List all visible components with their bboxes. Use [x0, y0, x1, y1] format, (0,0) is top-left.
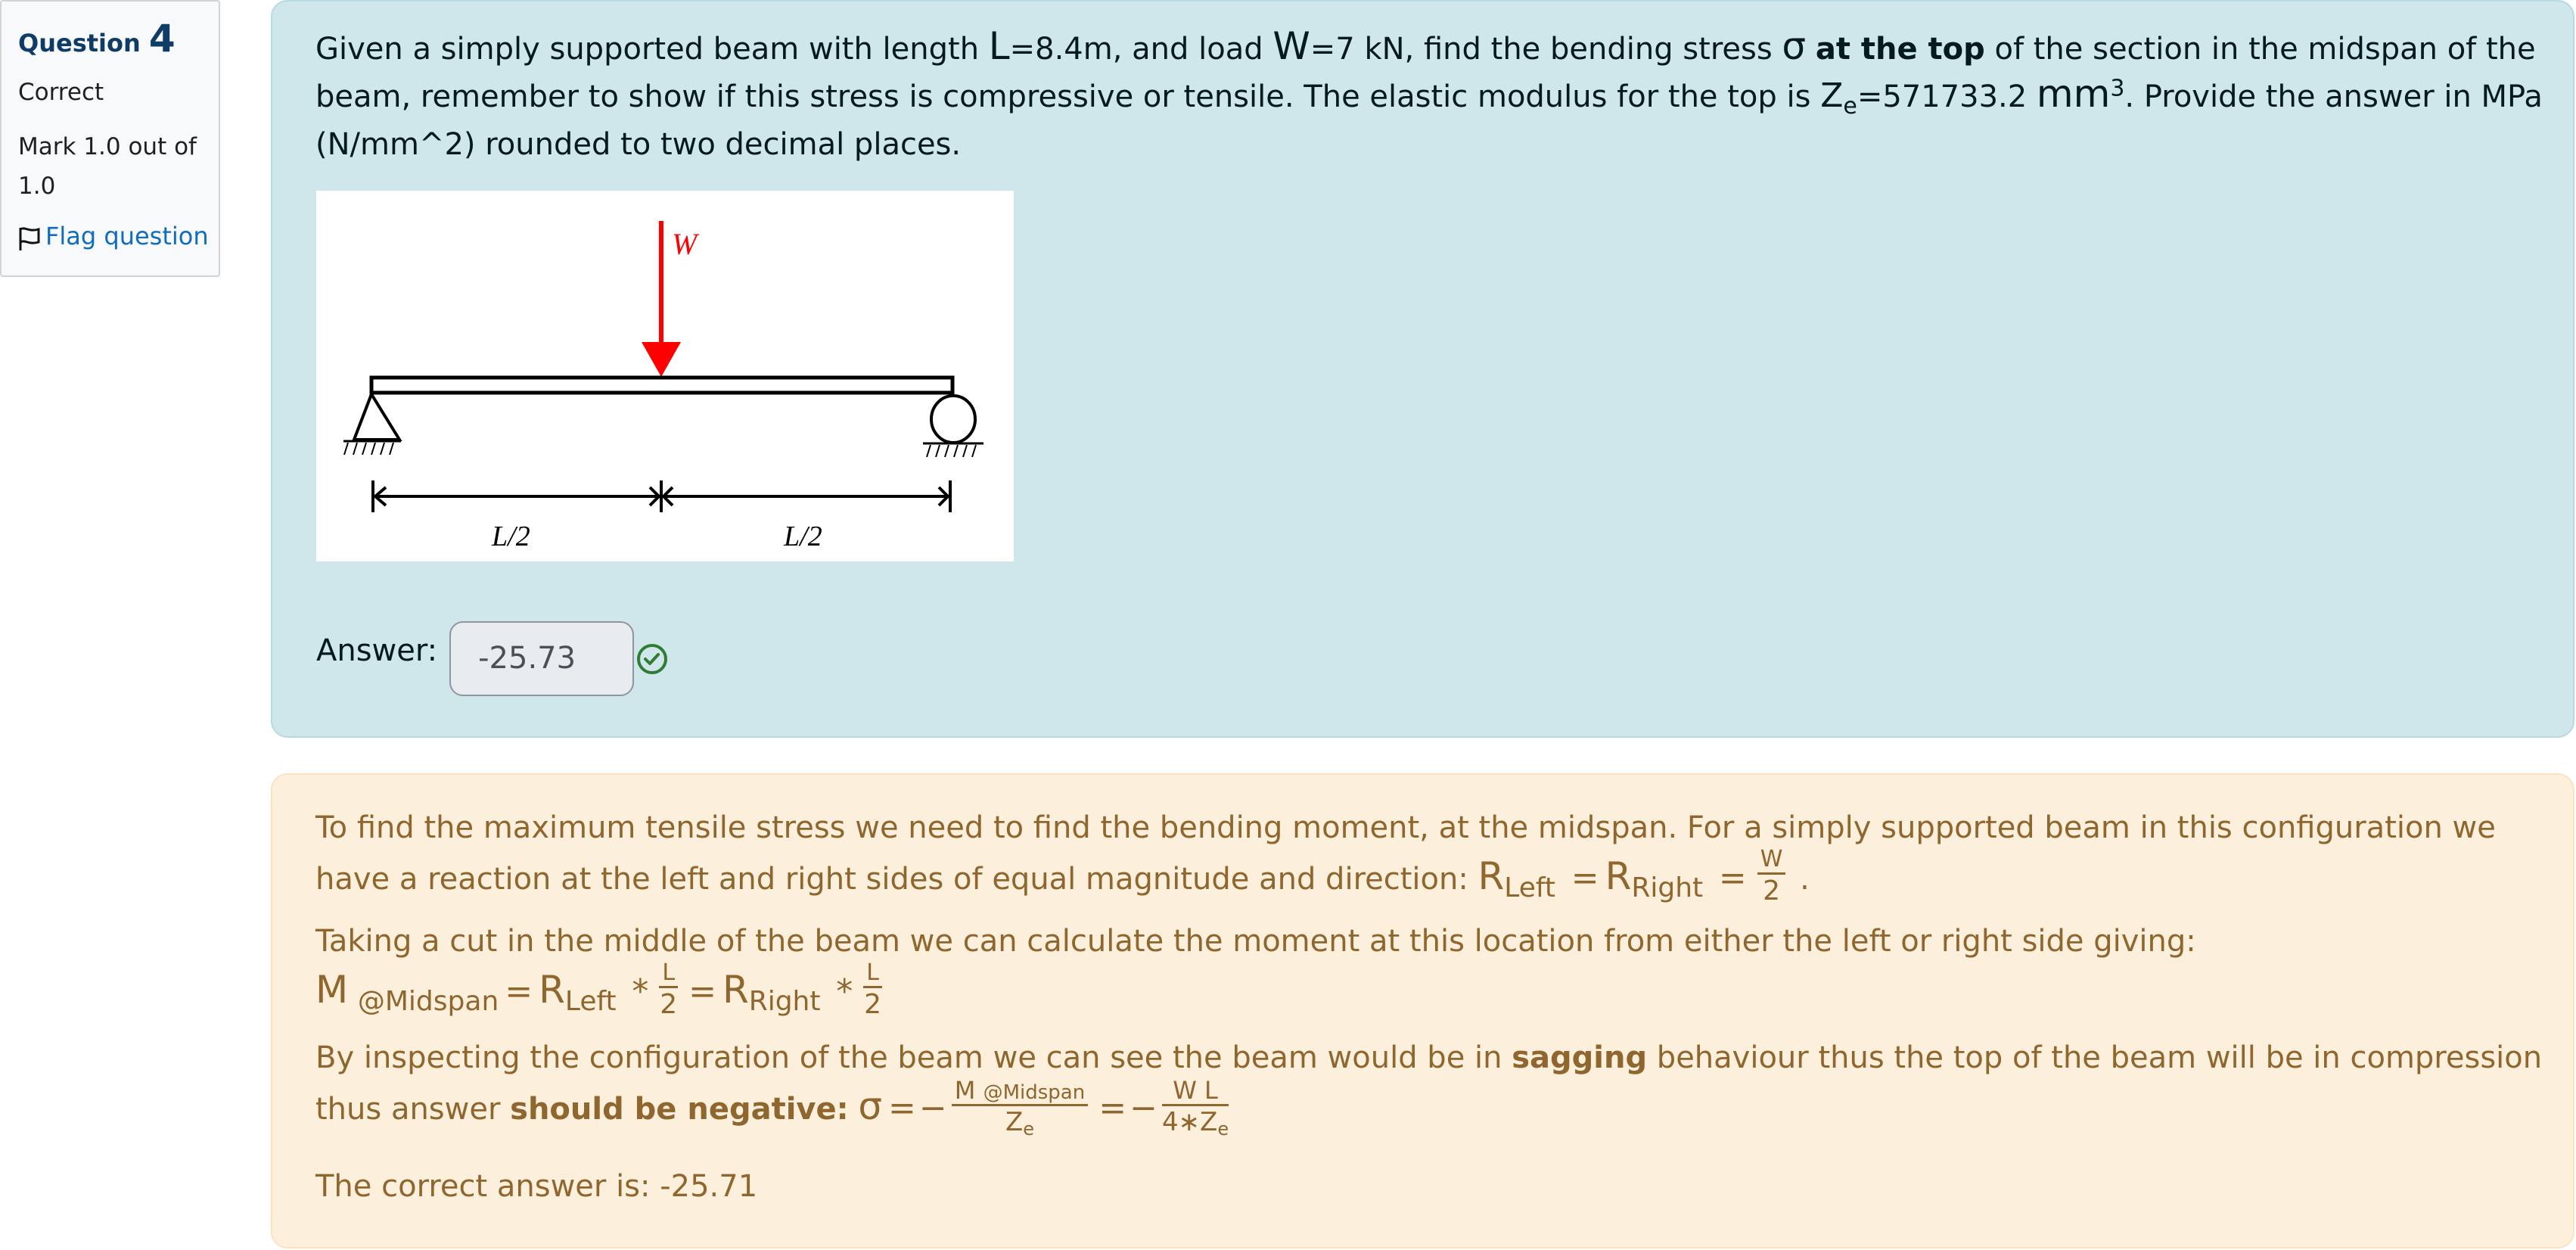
fraction-m-over-z — [952, 1075, 1088, 1140]
fraction-numerator: W — [1757, 848, 1786, 875]
math-equals: = — [688, 972, 716, 1011]
fraction-l-over-2 — [863, 959, 882, 1020]
math-minus: − — [918, 1089, 947, 1127]
fraction-wl-over-4z — [1161, 1075, 1229, 1140]
math-equals: = — [1718, 859, 1747, 897]
flag-question-link[interactable] — [18, 221, 219, 251]
math-sigma: σ — [858, 1084, 883, 1128]
math-z: Z — [1005, 1106, 1024, 1137]
question-info-panel — [0, 0, 220, 277]
var-z: Z — [1820, 76, 1844, 115]
load-arrow-head — [642, 342, 681, 377]
math-4z: 4∗Z — [1161, 1106, 1218, 1137]
math-M: M — [954, 1075, 976, 1105]
fraction-numerator: W L — [1162, 1078, 1229, 1106]
math-equals: = — [1098, 1089, 1127, 1127]
unit-mm: mm — [2036, 72, 2111, 116]
math-equals: = — [1571, 859, 1599, 897]
roller-ground-hatch — [927, 445, 976, 457]
var-z-sub: e — [1843, 93, 1857, 120]
emphasis-should-be-negative: should be negative: — [510, 1092, 849, 1127]
math-sub-left: Left — [1504, 872, 1556, 903]
math-times: * — [632, 972, 649, 1011]
math-sub-right: Right — [1631, 872, 1704, 903]
feedback-text: To find the maximum tensile stress we need to find the bending moment, at the midspan. For a simply supported beam in this configuration we have a reaction at the left and right sides of equal magnitude and direction: — [315, 810, 2496, 897]
var-length: L — [988, 24, 1010, 68]
question-number: 4 — [148, 17, 176, 61]
emphasis-at-the-top: at the top — [1815, 32, 1985, 67]
answer-label: Answer: — [316, 633, 438, 668]
question-label: Question — [18, 29, 141, 58]
question-text-part: =571733.2 — [1857, 79, 2037, 114]
math-sub-right: Right — [748, 986, 821, 1017]
feedback-paragraph-reactions — [315, 804, 2555, 910]
beam-diagram — [316, 191, 1014, 561]
unit-cubed: 3 — [2110, 75, 2125, 102]
fraction-denominator: 2 — [660, 988, 678, 1020]
var-sigma: σ — [1782, 24, 1807, 68]
question-number-heading — [18, 17, 219, 61]
math-R: R — [722, 968, 749, 1012]
question-grade: Mark 1.0 out of 1.0 — [18, 133, 197, 200]
answer-row — [316, 620, 669, 696]
math-z-sub: e — [1217, 1118, 1229, 1140]
emphasis-sagging: sagging — [1512, 1040, 1648, 1075]
answer-input[interactable]: -25.73 — [449, 621, 634, 696]
feedback-text: behaviour thus the top of the beam will be in compression thus answer — [315, 1040, 2543, 1127]
math-equals: = — [505, 972, 533, 1011]
question-state: Correct — [18, 79, 104, 106]
math-M: M — [315, 968, 349, 1012]
question-text-part: =7 kN, find the bending stress — [1310, 32, 1782, 67]
fraction-numerator: L — [659, 962, 678, 988]
general-feedback — [271, 773, 2574, 1248]
fraction-denominator: 2 — [1763, 875, 1781, 906]
math-sub-left: Left — [564, 986, 617, 1017]
feedback-paragraph-moment — [315, 917, 2555, 1023]
feedback-text: Taking a cut in the middle of the beam we can calculate the moment at this location from either the left or right side giving: — [315, 924, 2196, 959]
math-equals: = — [888, 1089, 916, 1127]
right-span-label: L/2 — [784, 521, 822, 552]
dimension-lines — [373, 480, 950, 512]
fraction-numerator — [952, 1075, 1088, 1106]
math-sub-midspan: @Midspan — [983, 1081, 1086, 1104]
fraction-denominator — [952, 1106, 1088, 1140]
question-text-part: Given a simply supported beam with length — [315, 32, 989, 67]
fraction-l-over-2 — [659, 959, 678, 1020]
fraction-denominator: 2 — [864, 988, 882, 1020]
pin-ground-hatch — [344, 443, 393, 455]
flag-outline-icon — [18, 225, 41, 251]
math-z-sub: e — [1023, 1118, 1035, 1140]
var-load: W — [1272, 24, 1310, 68]
question-text-part: . Provide the answer in MPa (N/mm^2) rounded to two decimal places. — [315, 79, 2543, 162]
math-R: R — [1478, 854, 1505, 898]
question-text — [315, 26, 2555, 169]
math-sub-midspan: @Midspan — [357, 986, 499, 1017]
correct-answer-text: The correct answer is: -25.71 — [315, 1169, 758, 1204]
math-times: * — [836, 972, 853, 1011]
beam-diagram-svg — [316, 191, 1014, 561]
math-period: . — [1800, 862, 1810, 897]
check-circle-icon — [635, 642, 669, 676]
beam — [371, 378, 952, 393]
feedback-text: By inspecting the configuration of the beam we can see the beam would be in — [315, 1040, 1512, 1075]
question-text-part: of the section in the midspan of the beam, remember to show if this stress is compressive or tensile. The elastic modulus for the top is — [315, 32, 2536, 114]
math-minus: − — [1130, 1089, 1157, 1127]
feedback-paragraph-sign — [315, 1034, 2555, 1140]
fraction-w-over-2 — [1757, 845, 1786, 906]
math-R: R — [539, 968, 565, 1012]
flag-question-label[interactable]: Flag question — [45, 222, 209, 250]
question-formulation — [271, 0, 2574, 738]
load-label: W — [672, 227, 698, 261]
fraction-numerator: L — [863, 962, 882, 988]
left-span-label: L/2 — [492, 521, 530, 552]
roller-support — [931, 396, 975, 443]
fraction-denominator — [1161, 1106, 1229, 1140]
question-text-part: =8.4m, and load — [1009, 32, 1273, 67]
pin-support — [354, 394, 399, 440]
math-R: R — [1605, 854, 1632, 898]
